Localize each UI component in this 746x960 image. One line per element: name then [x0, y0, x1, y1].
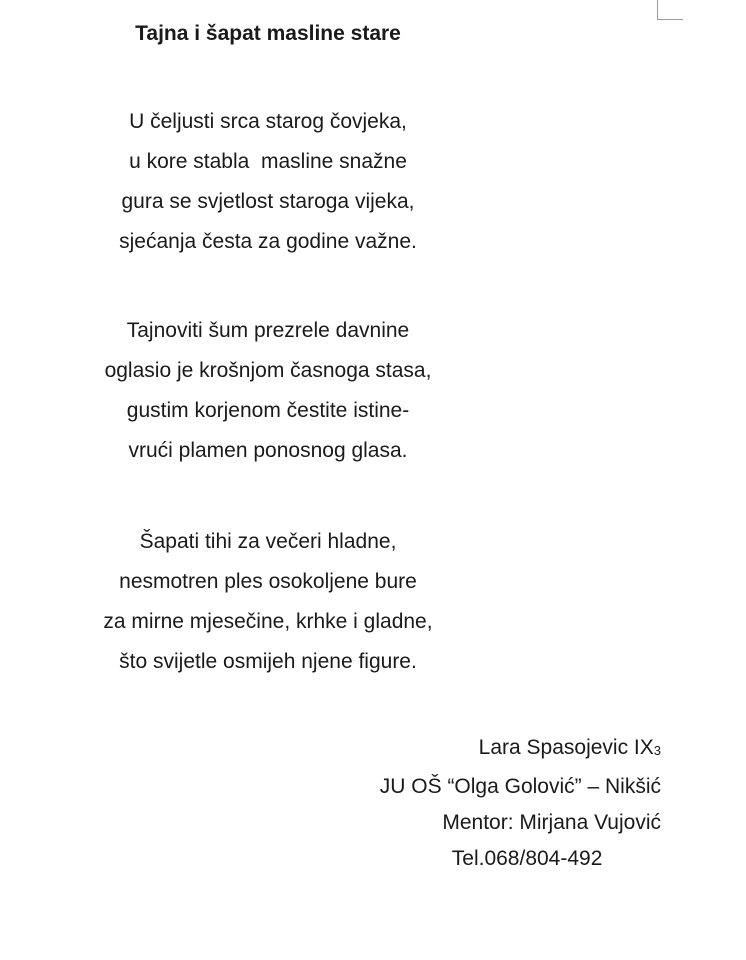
mentor-line: Mentor: Mirjana Vujović	[442, 811, 661, 834]
page-corner-mark	[657, 0, 683, 20]
verse-line: u kore stabla masline snažne	[129, 150, 407, 173]
signature-block	[380, 730, 661, 877]
poem-title: Tajna i šapat masline stare	[135, 22, 401, 45]
class-number: 3	[653, 743, 661, 758]
stanza-3	[0, 522, 536, 682]
verse-line: nesmotren ples osokoljene bure	[119, 570, 417, 593]
verse-line: oglasio je krošnjom časnoga stasa,	[104, 359, 432, 382]
verse-line: vrući plamen ponosnog glasa.	[128, 439, 408, 462]
verse-line: gura se svjetlost staroga vijeka,	[121, 190, 415, 213]
author-name: Lara Spasojevic IX	[478, 736, 654, 759]
verse-line: gustim korjenom čestite istine-	[126, 399, 410, 422]
stanza-2	[0, 311, 536, 471]
verse-line: za mirne mjesečine, krhke i gladne,	[103, 610, 433, 633]
stanza-1	[0, 102, 536, 262]
verse-line: Šapati tihi za večeri hladne,	[139, 530, 397, 553]
school-line: JU OŠ “Olga Golović” – Nikšić	[379, 775, 661, 798]
phone-line: Tel.068/804-492	[451, 847, 603, 870]
verse-line: sjećanja česta za godine važne.	[119, 230, 417, 253]
verse-line: što svijetle osmijeh njene figure.	[119, 650, 417, 673]
author-line	[380, 730, 661, 769]
verse-line: U čeljusti srca starog čovjeka,	[129, 110, 407, 133]
verse-line: Tajnoviti šum prezrele davnine	[126, 319, 410, 342]
